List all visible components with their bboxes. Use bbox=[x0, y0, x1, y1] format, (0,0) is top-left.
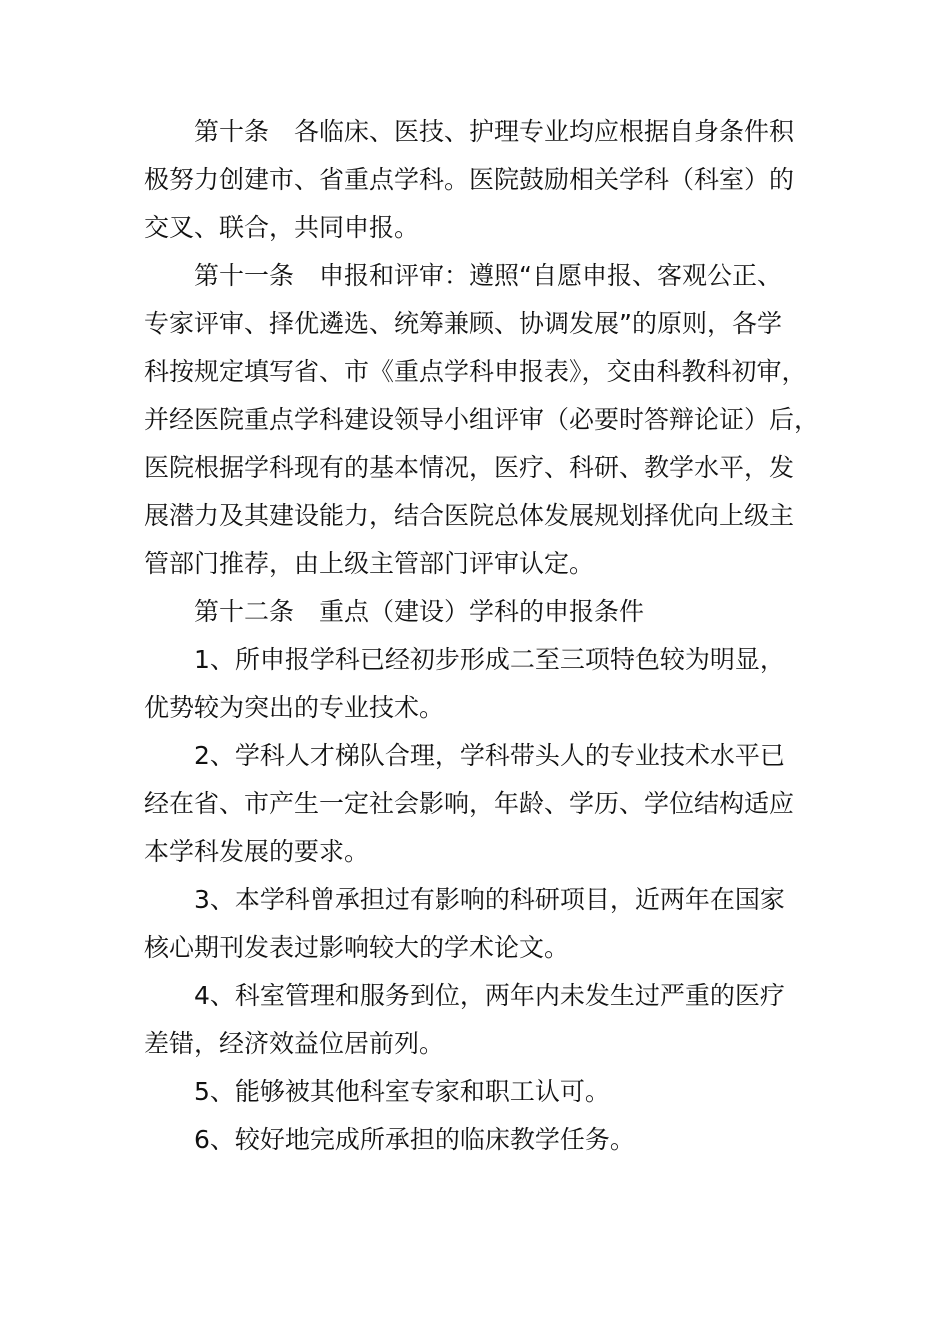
text-line: 经在省、市产生一定社会影响，年龄、学历、学位结构适应 bbox=[144, 789, 795, 818]
text-line: 医院根据学科现有的基本情况，医疗、科研、教学水平，发 bbox=[144, 453, 795, 482]
text-line: 3、本学科曾承担过有影响的科研项目，近两年在国家 bbox=[194, 885, 785, 914]
text-line: 优势较为突出的专业技术。 bbox=[144, 693, 445, 722]
text-line: 1、所申报学科已经初步形成二至三项特色较为明显， bbox=[194, 645, 785, 674]
text-line: 极努力创建市、省重点学科。医院鼓励相关学科（科室）的 bbox=[144, 165, 795, 194]
text-line: 第十一条 申报和评审：遵照“自愿申报、客观公正、 bbox=[194, 261, 782, 290]
text-line: 科按规定填写省、市《重点学科申报表》，交由科教科初审， bbox=[144, 357, 807, 386]
text-line: 交叉、联合，共同申报。 bbox=[144, 213, 420, 242]
document-body bbox=[144, 108, 820, 1164]
text-line: 2、学科人才梯队合理，学科带头人的专业技术水平已 bbox=[194, 741, 785, 770]
text-line: 差错，经济效益位居前列。 bbox=[144, 1029, 445, 1058]
text-line: 本学科发展的要求。 bbox=[144, 837, 370, 866]
text-line: 第十条 各临床、医技、护理专业均应根据自身条件积 bbox=[194, 117, 795, 146]
text-line: 5、能够被其他科室专家和职工认可。 bbox=[194, 1077, 610, 1106]
text-line: 4、科室管理和服务到位，两年内未发生过严重的医疗 bbox=[194, 981, 785, 1010]
text-line: 核心期刊发表过影响较大的学术论文。 bbox=[144, 933, 570, 962]
text-line: 6、较好地完成所承担的临床教学任务。 bbox=[194, 1125, 635, 1154]
text-line: 并经医院重点学科建设领导小组评审（必要时答辩论证）后， bbox=[144, 405, 820, 434]
text-line: 专家评审、择优遴选、统筹兼顾、协调发展”的原则，各学 bbox=[144, 309, 782, 338]
text-line: 管部门推荐，由上级主管部门评审认定。 bbox=[144, 549, 595, 578]
text-line: 展潜力及其建设能力，结合医院总体发展规划择优向上级主 bbox=[144, 501, 795, 530]
text-line: 第十二条 重点（建设）学科的申报条件 bbox=[194, 597, 645, 626]
